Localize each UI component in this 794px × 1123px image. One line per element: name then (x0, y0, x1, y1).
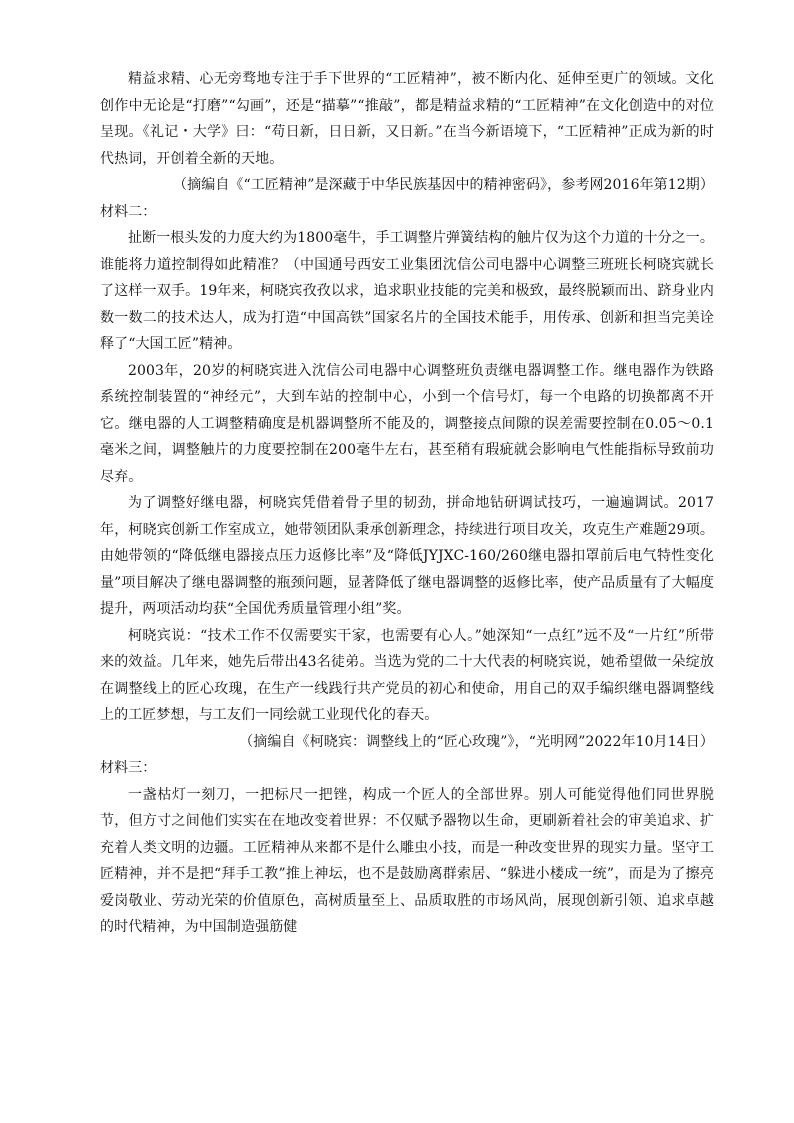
paragraph-1: 精益求精、心无旁骛地专注于手下世界的“工匠精神”，被不断内化、延伸至更广的领域。文化创作中无论是“打磨”“勾画”，还是“描摹”“推敲”，都是精益求精的“工匠精神”在文化创造中的对位呈现。《礼记・大学》曰：“苟日新，日日新，又日新。”在当今新语境下，“工匠精神”正成为新的时代热词，开创着全新的天地。 (100, 71, 714, 167)
source-citation-2: （摘编自《柯晓宾：调整线上的“匠心玫瑰”》，“光明网”2022年10月14日） (239, 733, 714, 750)
source-citation-1: （摘编自《“工匠精神”是深藏于中华民族基因中的精神密码》，参考网2016年第12期） (173, 177, 714, 193)
material-3-heading: 材料三： (100, 760, 157, 776)
document-page (100, 66, 714, 941)
paragraph-5: 柯晓宾说：“技术工作不仅需要实干家，也需要有心人。”她深知“一点红”远不及“一片红”所带来的效益。几年来，她先后带出43名徒弟。当选为党的二十大代表的柯晓宾说，她希望做一朵绽放在调整线上的匠心玫瑰，在生产一线践行共产党员的初心和使命，用自己的双手编织继电器调整线上的工匠梦想，与工友们一同绘就工业现代化的春天。 (100, 627, 714, 723)
material-2-heading: 材料二： (100, 203, 157, 220)
paragraph-2: 扯断一根头发的力度大约为1800毫牛，手工调整片弹簧结构的触片仅为这个力道的十分之一。谁能将力道控制得如此精准？（中国通号西安工业集团沈信公司电器中心调整三班班长柯晓宾就长了这样一双手。19年来，柯晓宾孜孜以求，追求职业技能的完美和极致，最终脱颖而出、跻身业内数一数二的技术达人，成为打造“中国高铁”国家名片的全国技术能手，用传承、创新和担当完美诠释了“大国工匠”精神。 (100, 230, 714, 352)
paragraph-3: 2003年，20岁的柯晓宾进入沈信公司电器中心调整班负责继电器调整工作。继电器作为铁路系统控制装置的“神经元”，大到车站的控制中心，小到一个信号灯，每一个电路的切换都离不开它。继电器的人工调整精确度是机器调整所不能及的，调整接点间隙的误差需要控制在0.05～0.1毫米之间，调整触片的力度要控制在200毫牛左右，甚至稍有瑕疵就会影响电气性能指标导致前功尽弃。 (100, 362, 714, 485)
paragraph-4: 为了调整好继电器，柯晓宾凭借着骨子里的韧劲，拼命地钻研调试技巧，一遍遍调试。2017年，柯晓宾创新工作室成立，她带领团队秉承创新理念，持续进行项目攻关，攻克生产难题29项。由她带领的“降低继电器接点压力返修比率”及“降低JYJXC-160/260继电器扣罩前后电气特性变化量”项目解决了继电器调整的瓶颈问题，显著降低了继电器调整的返修比率，使产品质量有了大幅度提升，两项活动均获“全国优秀质量管理小组”奖。 (100, 495, 714, 617)
paragraph-6: 一盏枯灯一刻刀，一把标尺一把锉，构成一个匠人的全部世界。别人可能觉得他们同世界脱节，但方寸之间他们实实在在地改变着世界：不仅赋予器物以生命，更刷新着社会的审美追求、扩充着人类文明的边疆。工匠精神从来都不是什么雕虫小技，而是一种改变世界的现实力量。坚守工匠精神，并不是把“拜手工教”推上神坛，也不是鼓励离群索居、“躲进小楼成一统”，而是为了擦亮爱岗敬业、劳动光荣的价值原色，高树质量至上、品质取胜的市场风尚，展现创新引领、追求卓越的时代精神，为中国制造强筋健 (100, 786, 714, 935)
